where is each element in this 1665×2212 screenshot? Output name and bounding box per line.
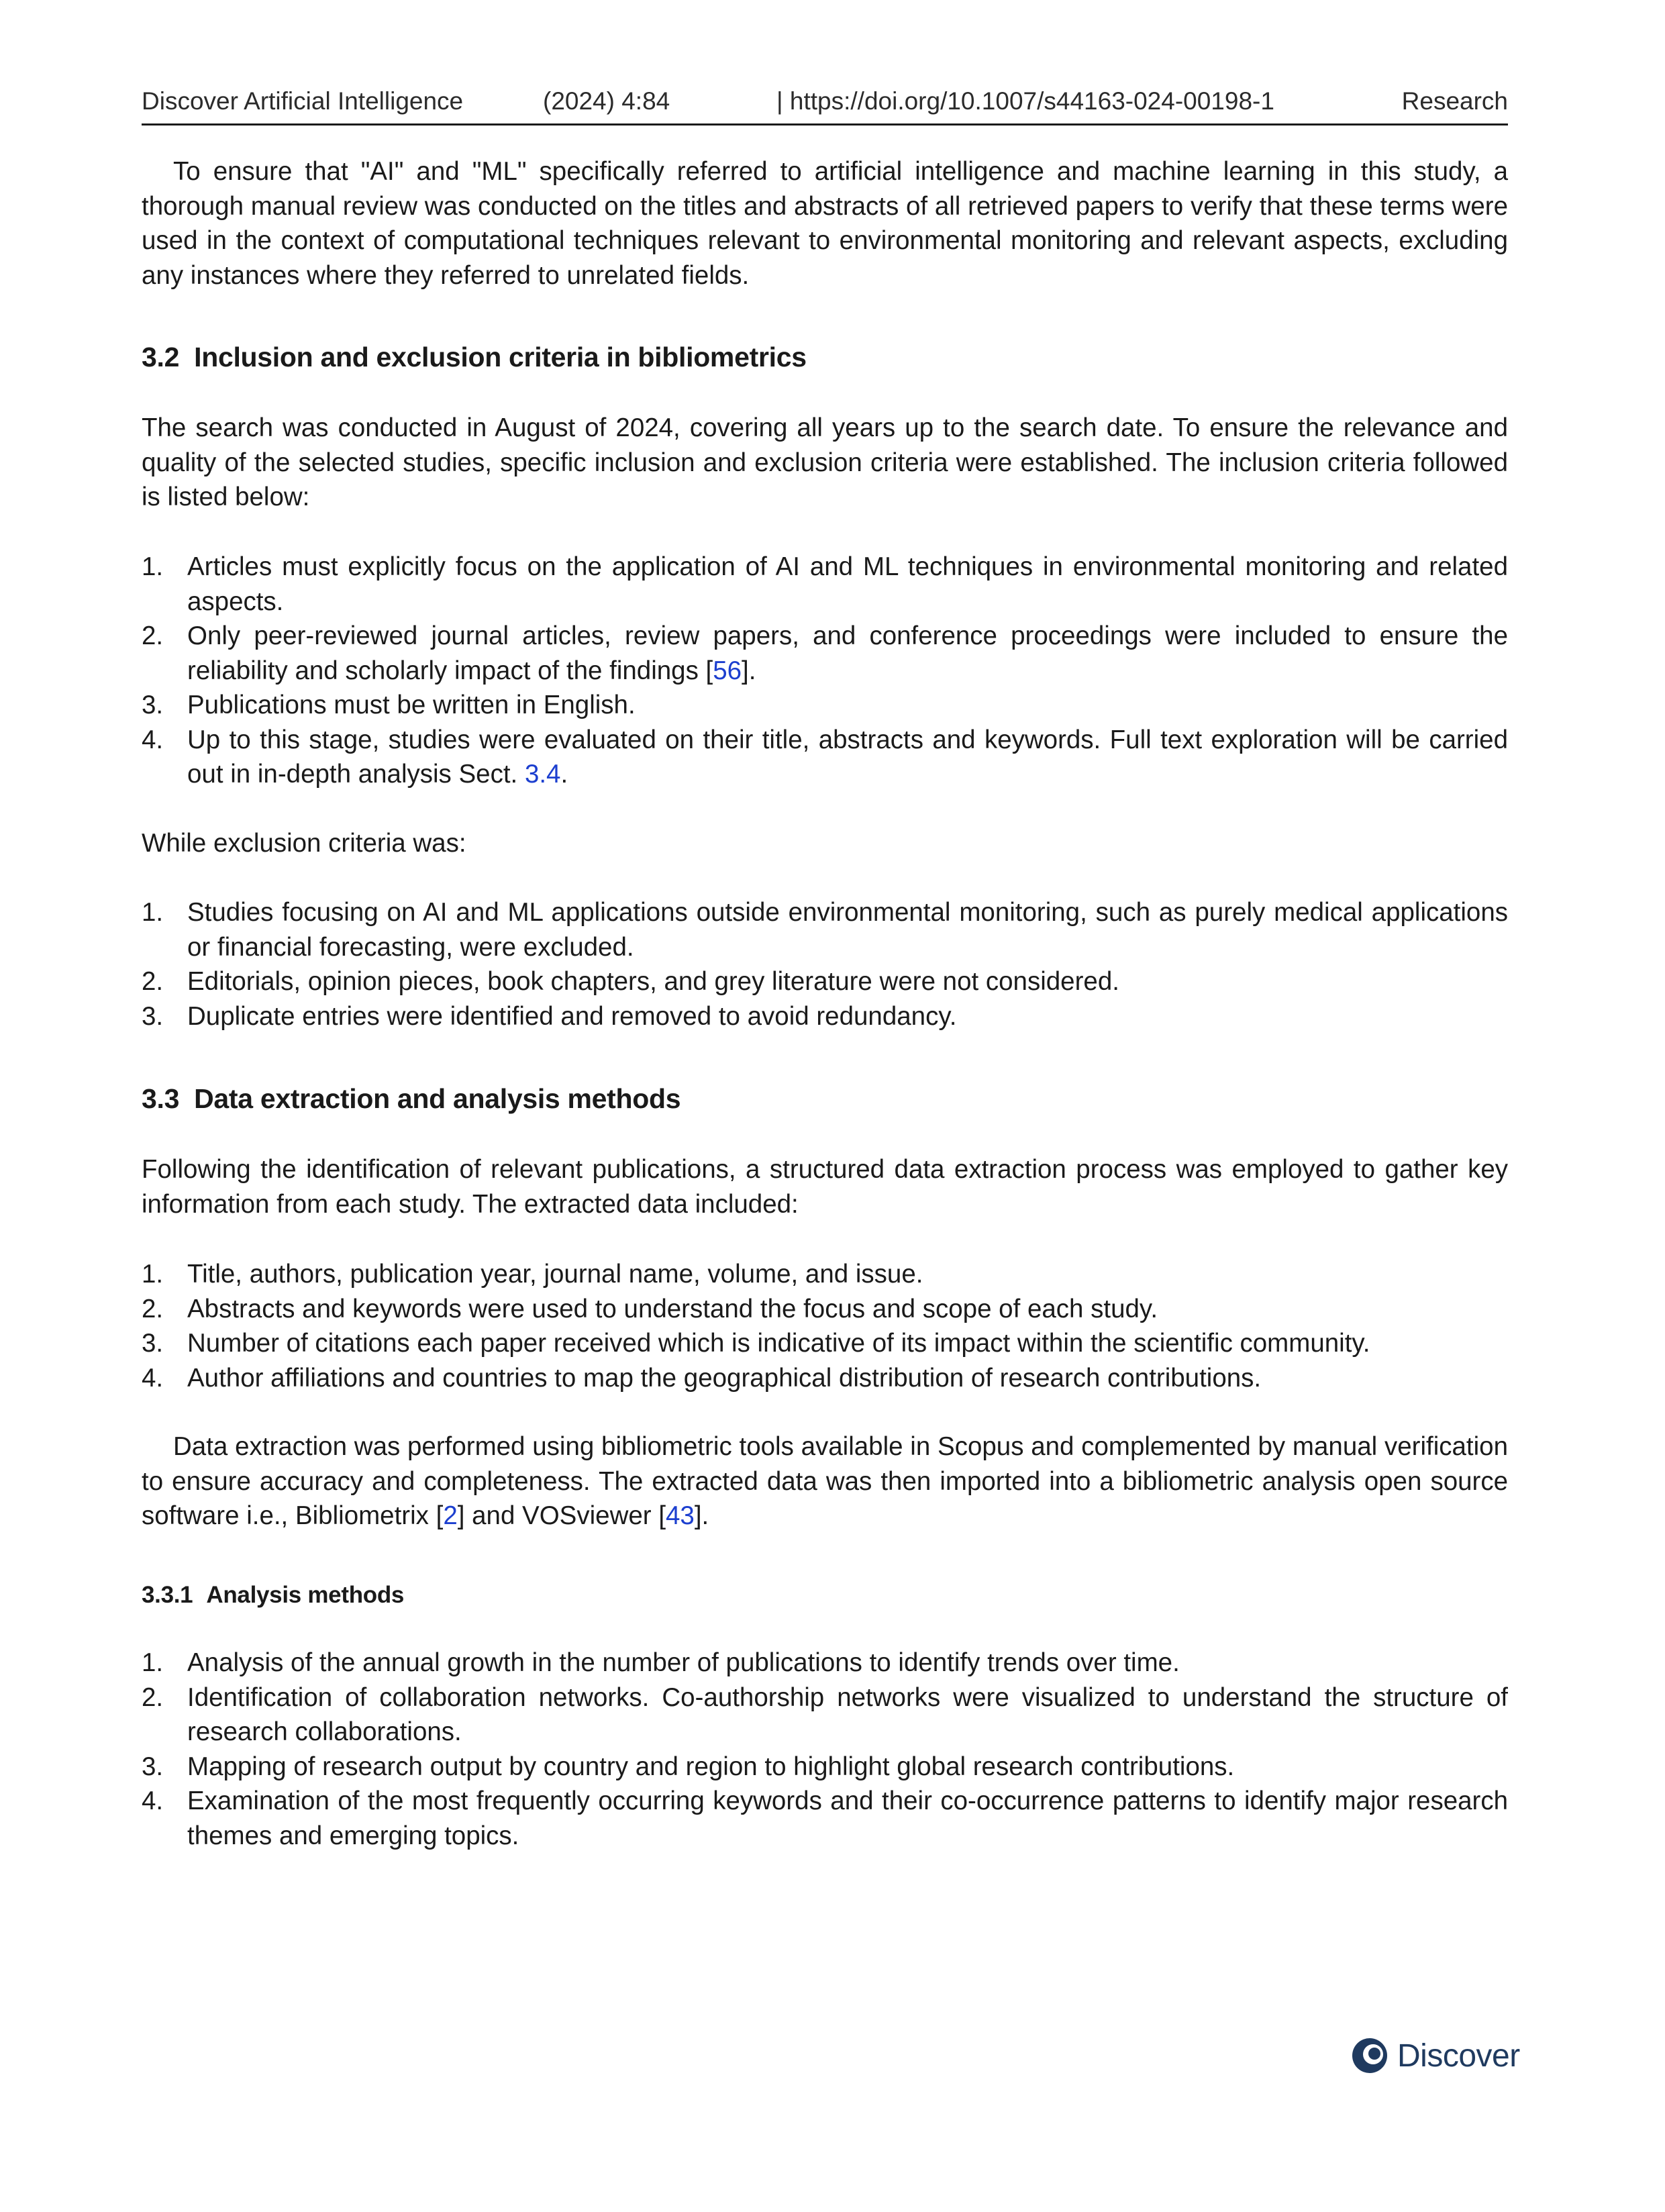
list-marker: 3. [142, 1001, 164, 1031]
list-item [142, 1326, 1508, 1361]
paragraph-text: Data extraction was performed using bibliometric tools available in Scopus and complemented by manual verification to ensure accuracy and completeness. The extracted data was then imported into a bibliometric analysis open source software i.e., Bibliometrix [ [142, 1432, 1508, 1530]
list-marker: 1. [142, 552, 164, 581]
extracted-data-list-block [142, 1257, 1508, 1395]
list-marker: 2. [142, 1294, 164, 1323]
list-marker: 3. [142, 691, 164, 719]
section-heading [142, 1080, 1508, 1117]
list-item-text: Only peer-reviewed journal articles, review papers, and conference proceedings were included to ensure the reliability and scholarly impact of the findings [ [187, 621, 1508, 685]
list-item-text: Up to this stage, studies were evaluated on their title, abstracts and keywords. Full text exploration will be carried out in in-depth analysis Sect. [187, 725, 1508, 789]
list-item [142, 1361, 1508, 1396]
extraction-paragraph-block [142, 1429, 1508, 1534]
publisher-logo [1350, 2032, 1520, 2079]
list-item-text: Identification of collaboration networks. Co-authorship networks were visualized to understand the structure of research collaborations. [187, 1682, 1508, 1746]
section-paragraph: The search was conducted in August of 2024, covering all years up to the search date. To ensure the relevance and quality of the selected studies, specific inclusion and exclusion criteria were established. The inclusion criteria followed is listed below: [142, 413, 1508, 511]
volume-issue: (2024) 4:84 [543, 87, 670, 115]
list-marker: 2. [142, 967, 164, 996]
section-3-3-paragraph-block [142, 1152, 1508, 1221]
intro-paragraph: To ensure that "AI" and "ML" specifically referred to artificial intelligence and machine learning in this study, a thorough manual review was conducted on the titles and abstracts of all retrieved papers to verify that these terms were used in the context of computational techniques relevant to environmental monitoring and relevant aspects, excluding any instances where they referred to unrelated fields. [142, 157, 1508, 290]
list-item [142, 1750, 1508, 1784]
section-paragraph: Following the identification of relevant publications, a structured data extraction process was employed to gather key information from each study. The extracted data included: [142, 1155, 1508, 1219]
list-marker: 1. [142, 898, 164, 927]
list-item [142, 1292, 1508, 1327]
extraction-paragraph [142, 1429, 1508, 1534]
list-item-text: Examination of the most frequently occurring keywords and their co-occurrence patterns to identify major research themes and emerging topics. [187, 1787, 1508, 1850]
section-3-2-heading-block [142, 338, 1508, 376]
list-item [142, 1257, 1508, 1292]
exclusion-list [142, 895, 1508, 1034]
list-item [142, 999, 1508, 1034]
analysis-methods-list [142, 1646, 1508, 1853]
list-marker: 3. [142, 1752, 164, 1781]
section-3-3-heading-block [142, 1080, 1508, 1117]
list-item [142, 895, 1508, 964]
subsection-number: 3.3.1 [142, 1582, 193, 1608]
list-marker: 4. [142, 1363, 164, 1393]
citation-link[interactable]: 56 [713, 656, 742, 685]
list-item-text: Abstracts and keywords were used to understand the focus and scope of each study. [187, 1294, 1158, 1323]
doi-link[interactable]: | https://doi.org/10.1007/s44163-024-00198-1 [776, 87, 1274, 115]
list-item [142, 723, 1508, 792]
list-marker: 4. [142, 725, 164, 754]
list-item [142, 1680, 1508, 1750]
section-3-2-paragraph-block [142, 411, 1508, 515]
citation-link[interactable]: 2 [443, 1501, 458, 1530]
intro-block [142, 154, 1508, 293]
exclusion-intro: While exclusion criteria was: [142, 829, 466, 858]
section-heading [142, 338, 1508, 376]
list-item-text: Articles must explicitly focus on the application of AI and ML techniques in environmental monitoring and related aspects. [187, 552, 1508, 616]
list-item-text: Analysis of the annual growth in the number of publications to identify trends over time. [187, 1648, 1180, 1677]
list-marker: 3. [142, 1329, 164, 1358]
list-item-text-end: ]. [742, 656, 756, 685]
exclusion-list-block [142, 895, 1508, 1034]
publisher-logo-text: Discover [1397, 2038, 1520, 2074]
list-item [142, 1784, 1508, 1853]
section-link[interactable]: 3.4 [524, 760, 561, 789]
exclusion-intro-block [142, 826, 1508, 861]
list-item-text: Title, authors, publication year, journal name, volume, and issue. [187, 1260, 923, 1289]
list-item [142, 688, 1508, 723]
list-item [142, 619, 1508, 688]
list-item-text: Duplicate entries were identified and removed to avoid redundancy. [187, 1001, 957, 1031]
section-3-3-1-heading-block [142, 1578, 1508, 1612]
list-item-text: Mapping of research output by country and region to highlight global research contributions. [187, 1752, 1235, 1781]
list-marker: 1. [142, 1260, 164, 1289]
section-title: Data extraction and analysis methods [194, 1083, 681, 1114]
list-item-text-end: . [560, 760, 568, 789]
list-item [142, 964, 1508, 999]
section-number: 3.2 [142, 342, 180, 372]
list-item [142, 550, 1508, 619]
discover-logo-icon [1350, 2036, 1389, 2075]
section-title: Inclusion and exclusion criteria in bibliometrics [194, 342, 807, 372]
analysis-methods-list-block [142, 1646, 1508, 1853]
list-marker: 1. [142, 1648, 164, 1677]
list-item-text: Studies focusing on AI and ML applications outside environmental monitoring, such as purely medical applications or financial forecasting, were excluded. [187, 898, 1508, 962]
list-item-text: Author affiliations and countries to map the geographical distribution of research contributions. [187, 1363, 1262, 1393]
subsection-heading [142, 1578, 1508, 1612]
inclusion-list-block [142, 550, 1508, 792]
list-marker: 2. [142, 1682, 164, 1712]
subsection-title: Analysis methods [206, 1582, 405, 1608]
section-number: 3.3 [142, 1083, 180, 1114]
list-item-text: Editorials, opinion pieces, book chapters, and grey literature were not considered. [187, 967, 1119, 996]
article-type: Research [1401, 87, 1508, 115]
list-marker: 2. [142, 621, 164, 650]
citation-link[interactable]: 43 [666, 1501, 695, 1530]
list-item-text: Number of citations each paper received which is indicative of its impact within the scientific community. [187, 1329, 1370, 1358]
running-head [142, 86, 1508, 125]
list-marker: 4. [142, 1787, 164, 1815]
paragraph-text: ] and VOSviewer [ [457, 1501, 666, 1530]
list-item [142, 1646, 1508, 1680]
extracted-data-list [142, 1257, 1508, 1395]
inclusion-list [142, 550, 1508, 792]
paragraph-text: ]. [694, 1501, 709, 1530]
list-item-text: Publications must be written in English. [187, 691, 636, 719]
journal-name: Discover Artificial Intelligence [142, 87, 464, 115]
